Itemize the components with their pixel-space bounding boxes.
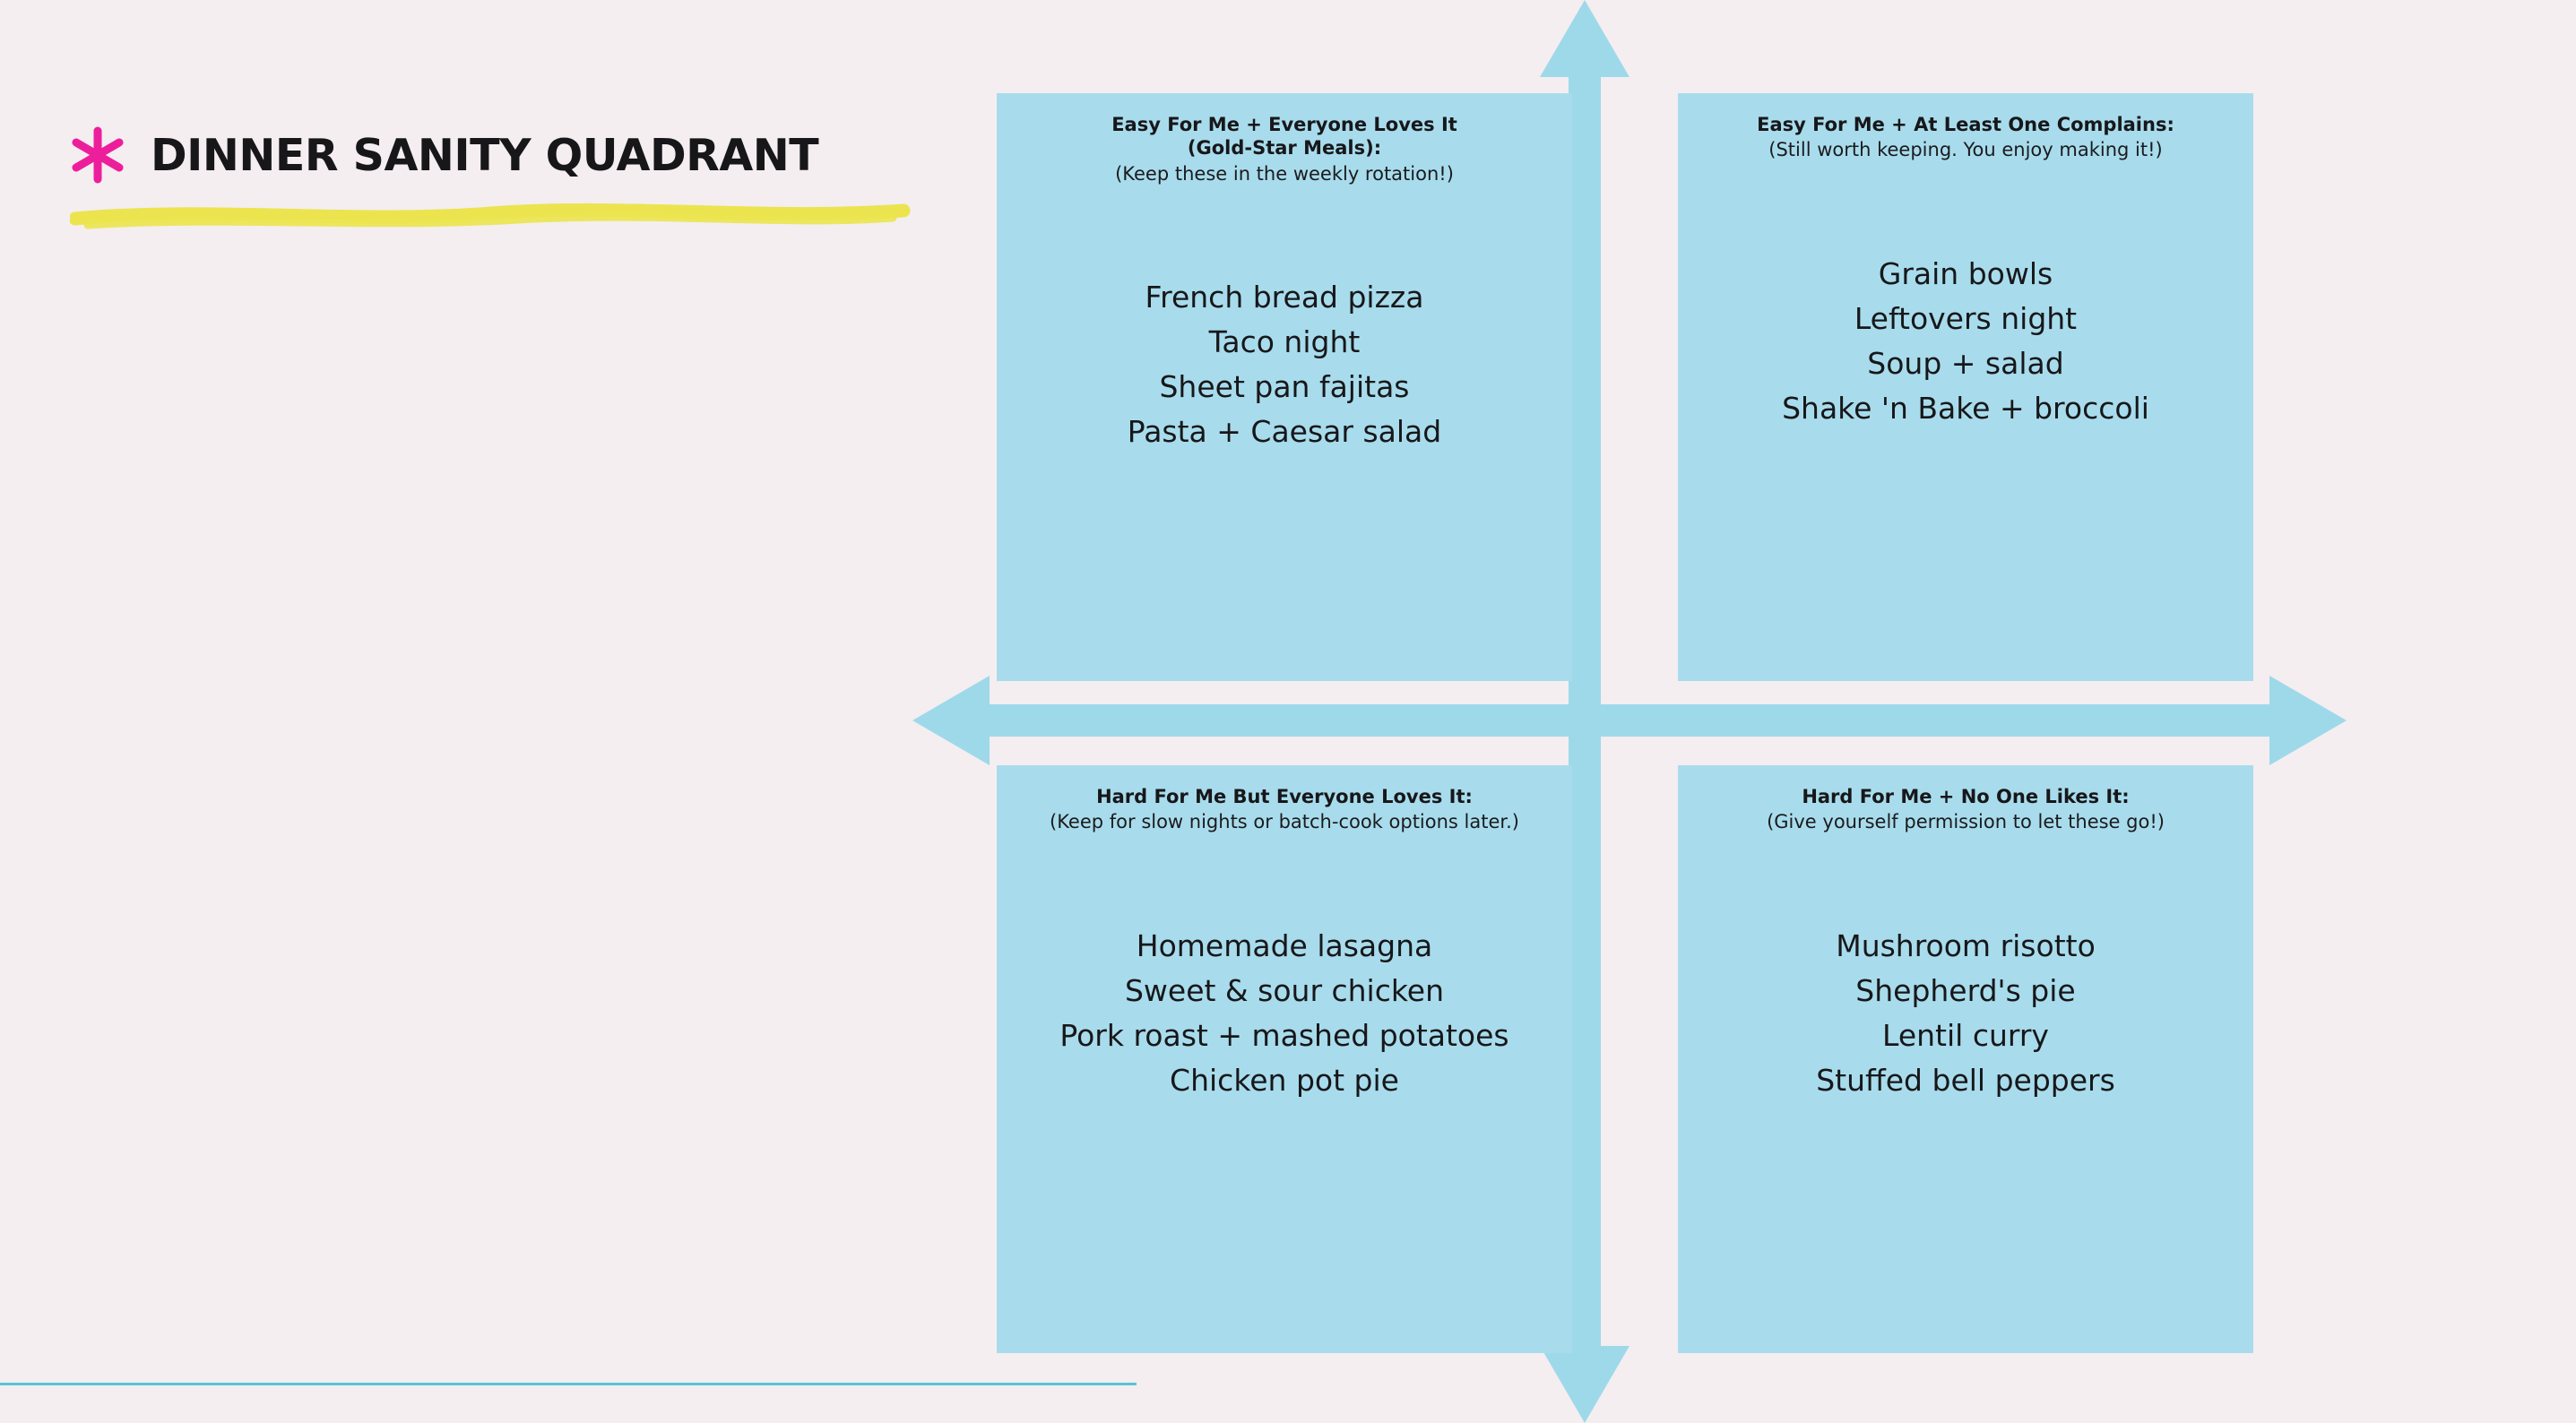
quadrant-bottom-left [997,765,1572,1353]
list-item: Shepherd's pie [1855,972,2076,1008]
quadrant-item-list [1020,924,1549,1104]
quadrant-item-list [1701,252,2230,432]
list-item: Stuffed bell peppers [1816,1062,2115,1098]
list-item: Homemade lasagna [1136,927,1433,963]
page-title: DINNER SANITY QUADRANT [151,129,819,181]
quadrant-heading: Hard For Me But Everyone Loves It: [1096,786,1473,807]
quadrant-subheading: (Keep these in the weekly rotation!) [1115,162,1454,185]
list-item: Sheet pan fajitas [1159,369,1410,405]
quadrant-subheading: (Keep for slow nights or batch-cook options later.) [1050,811,1519,833]
list-item: Leftovers night [1854,300,2078,336]
bottom-accent-rule [0,1383,1137,1385]
quadrant-item-list [1701,924,2230,1104]
title-block [68,125,818,185]
quadrant-subheading: (Still worth keeping. You enjoy making it!) [1768,139,2163,161]
quadrant-bottom-right [1678,765,2253,1353]
list-item: Mushroom risotto [1836,927,2096,963]
list-item: Pasta + Caesar salad [1127,414,1442,450]
title-underline-decoration [70,201,912,231]
list-item: Taco night [1208,323,1361,359]
asterisk-icon [68,125,127,185]
list-item: Grain bowls [1878,255,2053,291]
list-item: Sweet & sour chicken [1124,972,1445,1008]
quadrant-heading-line-1: Easy For Me + Everyone Loves It [1111,114,1457,135]
quadrant-item-list [1020,275,1549,455]
list-item: Pork roast + mashed potatoes [1059,1017,1509,1053]
quadrant-heading: Easy For Me + At Least One Complains: [1757,114,2174,135]
list-item: Soup + salad [1867,345,2064,381]
list-item: Chicken pot pie [1170,1062,1399,1098]
quadrant-heading-line-2: (Gold-Star Meals): [1187,137,1382,160]
quadrant-top-right [1678,93,2253,681]
quadrant-heading [1020,113,1549,160]
quadrant-heading: Hard For Me + No One Likes It: [1802,786,2130,807]
quadrant-top-left [997,93,1572,681]
list-item: French bread pizza [1145,279,1424,315]
quadrant-subheading: (Give yourself permission to let these go!) [1767,811,2165,833]
list-item: Shake 'n Bake + broccoli [1782,390,2149,426]
list-item: Lentil curry [1882,1017,2049,1053]
